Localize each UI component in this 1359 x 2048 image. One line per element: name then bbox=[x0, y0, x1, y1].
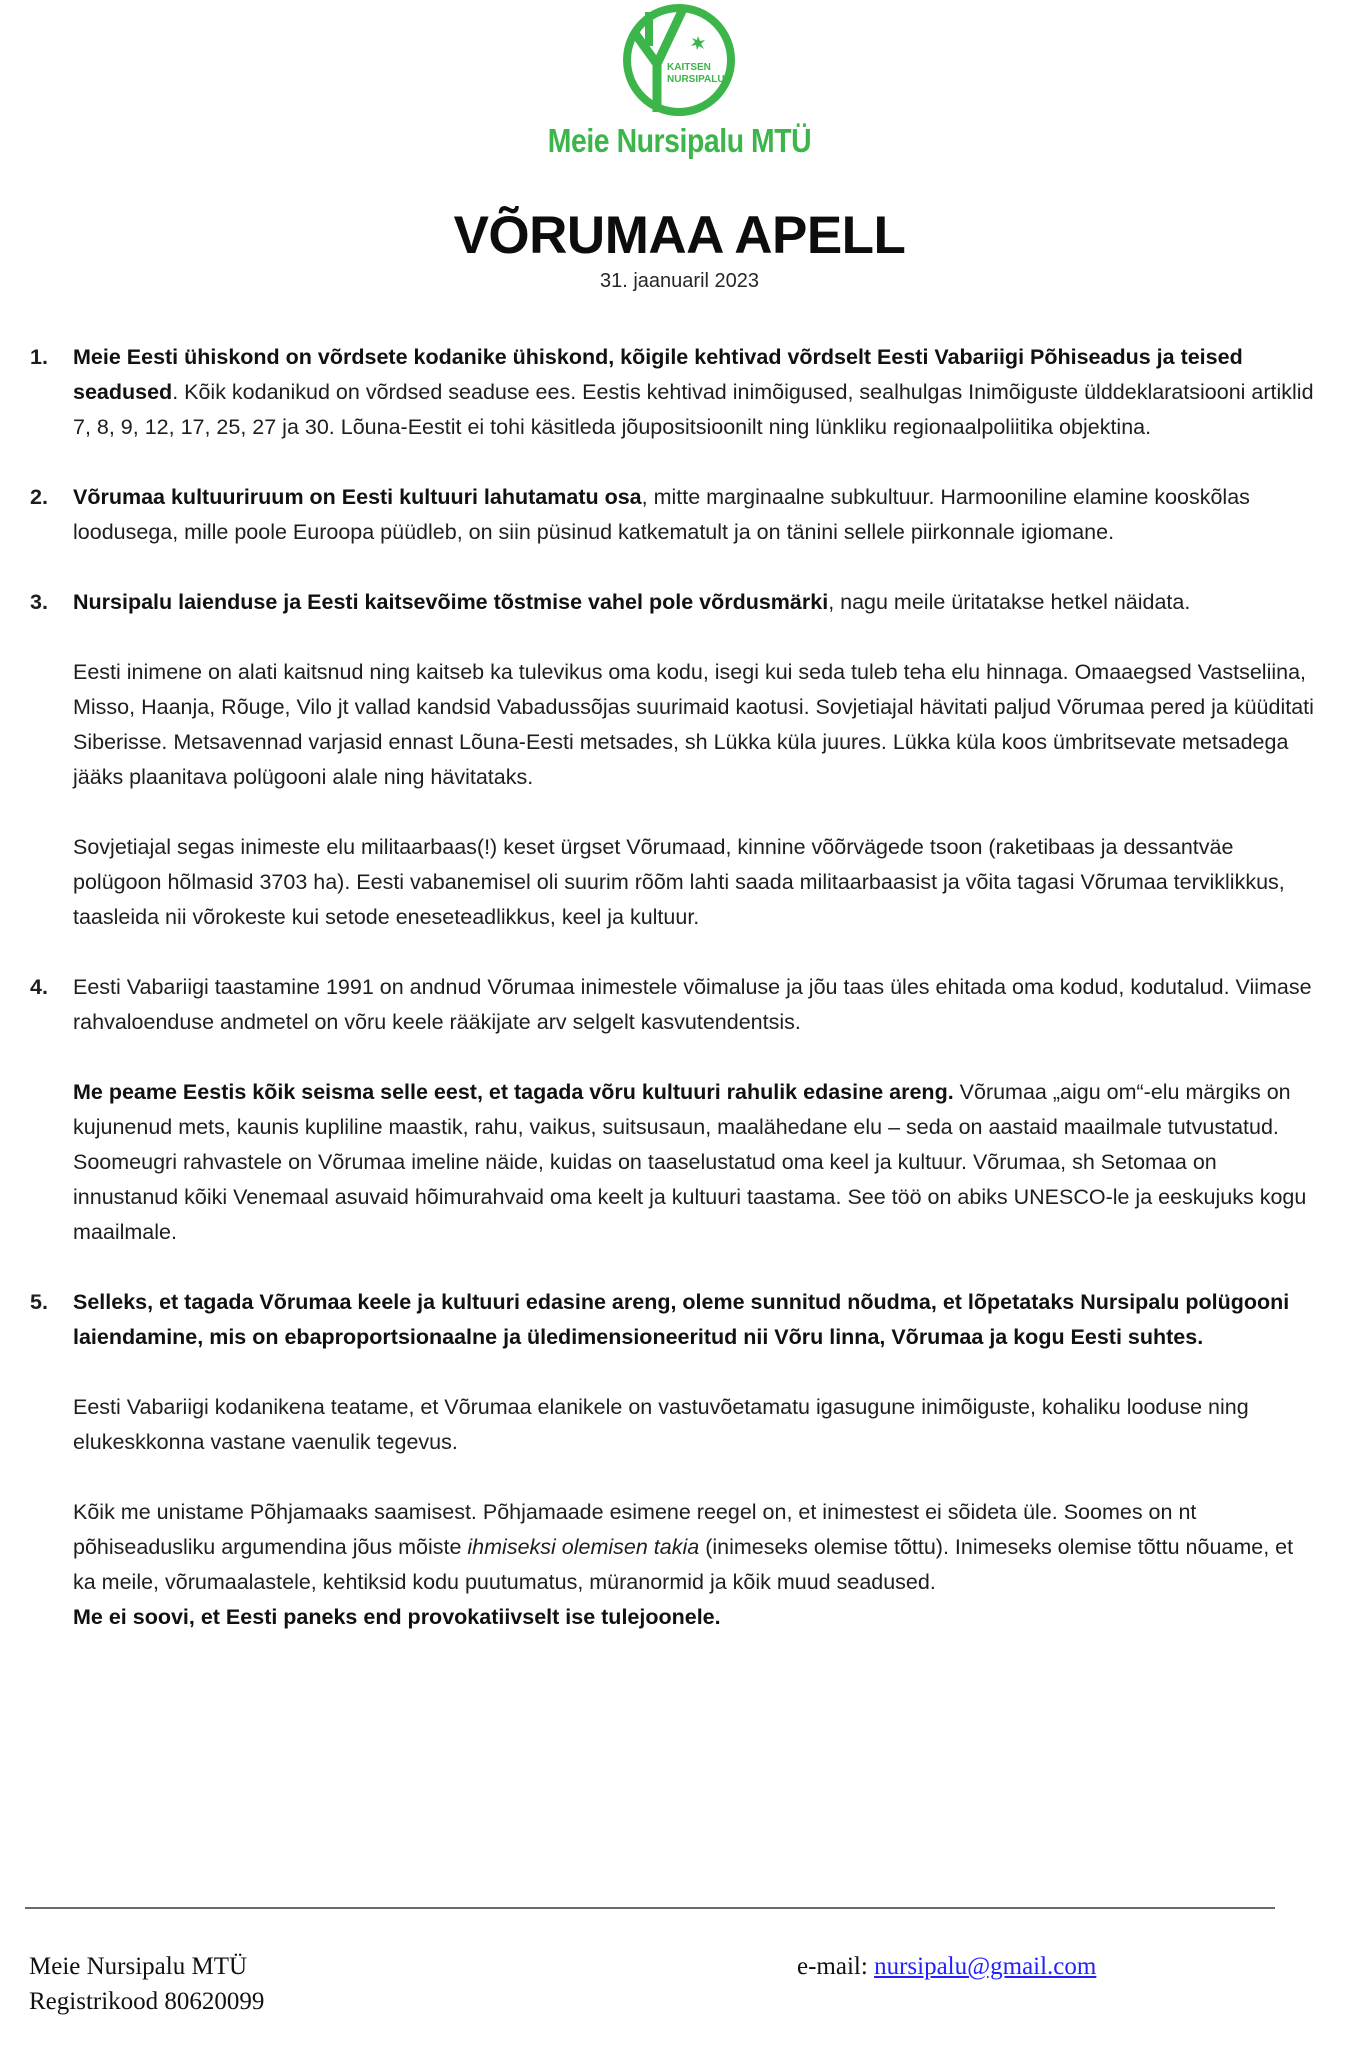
item-lead: Meie Eesti ühiskond on võrdsete kodanike ühiskond, kõigile kehtivad võrdselt Eesti Vabariigi Põhiseadus ja teised seadused bbox=[73, 345, 1243, 404]
page-title: VÕRUMAA APELL bbox=[453, 206, 906, 265]
item-5-paragraph-nordic bbox=[0, 1495, 1318, 1635]
organization-logo bbox=[610, 0, 750, 125]
finnish-term: ihmiseksi olemisen takia bbox=[467, 1535, 700, 1559]
organization-name: Meie Nursipalu MTÜ bbox=[547, 122, 812, 159]
item-lead: Võrumaa kultuuriruum on Eesti kultuuri lahutamatu osa bbox=[73, 485, 642, 509]
paragraph-lead: Me peame Eestis kõik seisma selle eest, et tagada võru kultuuri rahulik edasine areng. bbox=[73, 1080, 954, 1104]
list-item-3 bbox=[0, 585, 1318, 620]
item-number: 5. bbox=[30, 1290, 48, 1314]
email-label: e-mail: bbox=[797, 1953, 875, 1980]
footer-contact bbox=[797, 1949, 1096, 1984]
item-number: 2. bbox=[30, 485, 48, 509]
paragraph-text: Eesti inimene on alati kaitsnud ning kaitseb ka tulevikus oma kodu, isegi kui seda tuleb teha elu hinnaga. Omaaegsed Vastseliina, Misso, Haanja, Rõuge, Vilo jt vallad kandsid Vabadussõjas suurimaid kaotusi. Sovjetiajal hävitati paljud Võrumaa pered ja küüditati Siberisse. Metsavennad varjasid ennast Lõuna-Eesti metsades, sh Lükka küla juures. Lükka küla koos ümbritsevate metsadega jääks plaanitava polügooni alale ning hävitataks. bbox=[73, 660, 1314, 789]
item-number: 4. bbox=[30, 975, 48, 999]
item-text: Eesti Vabariigi taastamine 1991 on andnud Võrumaa inimestele võimaluse ja jõu taas üles ehitada oma kodud, kodutalud. Viimase rahvaloenduse andmetel on võru keele rääkijate arv selgelt kasvutendentsis. bbox=[73, 975, 1312, 1034]
svg-text:NURSIPALU: NURSIPALU bbox=[667, 74, 725, 85]
item-number: 3. bbox=[30, 590, 48, 614]
item-lead: Nursipalu laienduse ja Eesti kaitsevõime tõstmise vahel pole võrdusmärki bbox=[73, 590, 829, 614]
list-item-4 bbox=[0, 970, 1318, 1040]
footer-org-name: Meie Nursipalu MTÜ bbox=[29, 1953, 248, 1980]
item-text: , nagu meile üritatakse hetkel näidata. bbox=[828, 590, 1191, 614]
item-4-paragraph-culture bbox=[0, 1075, 1318, 1250]
item-text: . Kõik kodanikud on võrdsed seaduse ees. Eestis kehtivad inimõigused, sealhulgas Inimõiguste ülddeklaratsiooni artiklid 7, 8, 9, 12, 17, 25, 27 ja 30. Lõuna-Eestit ei tohi käsitleda jõupositsioonilt ning lünkliku regionaalpoliitika objektina. bbox=[73, 380, 1314, 439]
document-body bbox=[0, 340, 1359, 1635]
item-text: , mitte marginaalne subkultuur. Harmooniline elamine kooskõlas loodusega, mille poole Euroopa püüdleb, on siin püsinud katkematult ja on tänini sellele piirkonnale igiomane. bbox=[73, 485, 1250, 544]
paragraph-text: Võrumaa „aigu om“-elu märgiks on kujunenud mets, kaunis kupliline maastik, rahu, vaikus, suitsusaun, maalähedane elu – seda on aastaid maailmale tutvustatud. Soomeugri rahvastele on Võrumaa imeline näide, kuidas on taaselustatud oma keel ja kultuur. Võrumaa, sh Setomaa on innustanud kõiki Venemaal asuvaid hõimurahvaid oma keelt ja kultuuri taastama. See töö on abiks UNESCO-le ja eeskujuks kogu maailmale. bbox=[73, 1080, 1307, 1244]
item-paragraph bbox=[73, 480, 1318, 550]
email-link[interactable]: nursipalu@gmail.com bbox=[874, 1953, 1097, 1980]
closing-statement: Me ei soovi, et Eesti paneks end provokatiivselt ise tulejoonele. bbox=[73, 1605, 721, 1629]
svg-text:KAITSEN: KAITSEN bbox=[667, 62, 711, 73]
paragraph-text: Eesti Vabariigi kodanikena teatame, et Võrumaa elanikele on vastuvõetamatu igasugune inimõiguste, kohaliku looduse ning elukeskkonna vastane vaenulik tegevus. bbox=[73, 1395, 1249, 1454]
paragraph-text: Kõik me unistame Põhjamaaks saamisest. Põhjamaade esimene reegel on, et inimestest ei sõideta üle. Soomes on nt põhiseadusliku argumendina jõus mõiste bbox=[73, 1500, 1197, 1559]
item-paragraph bbox=[73, 585, 1318, 620]
document-date: 31. jaanuaril 2023 bbox=[599, 270, 759, 292]
footer-organization bbox=[29, 1949, 264, 2019]
item-5-paragraph-citizens bbox=[0, 1390, 1318, 1460]
list-item-2 bbox=[0, 480, 1318, 550]
paragraph-text: Sovjetiajal segas inimeste elu militaarbaas(!) keset ürgset Võrumaad, kinnine võõrvägede tsoon (raketibaas ja dessantväe polügoon hõlmasid 3703 ha). Eesti vabanemisel oli suurim rõõm lahti saada militaarbaasist ja võita tagasi Võrumaa terviklikkus, taasleida nii võrokeste kui setode eneseteadlikkus, keel ja kultuur. bbox=[73, 835, 1285, 929]
list-item-1 bbox=[0, 340, 1318, 445]
footer-registry-code: Registrikood 80620099 bbox=[29, 1988, 265, 2015]
paragraph-text: (inimeseks olemise tõttu). Inimeseks olemise tõttu nõuame, et ka meile, võrumaalastele, kehtiksid kodu puutumatus, müranormid ja kõik muud seadused. bbox=[73, 1535, 1294, 1594]
item-number: 1. bbox=[30, 345, 48, 369]
kaitsen-nursipalu-logo-icon bbox=[610, 0, 750, 125]
item-3-paragraph-soviet bbox=[0, 830, 1318, 935]
item-3-paragraph-history bbox=[0, 655, 1318, 795]
list-item-5 bbox=[0, 1285, 1318, 1355]
item-lead: Selleks, et tagada Võrumaa keele ja kultuuri edasine areng, oleme sunnitud nõudma, et lõpetataks Nursipalu polügooni laiendamine, mis on ebaproportsionaalne ja üledimensioneeritud nii Võru linna, Võrumaa ja kogu Eesti suhtes. bbox=[73, 1290, 1290, 1349]
item-paragraph bbox=[73, 340, 1318, 445]
footer-divider bbox=[25, 1907, 1275, 1909]
